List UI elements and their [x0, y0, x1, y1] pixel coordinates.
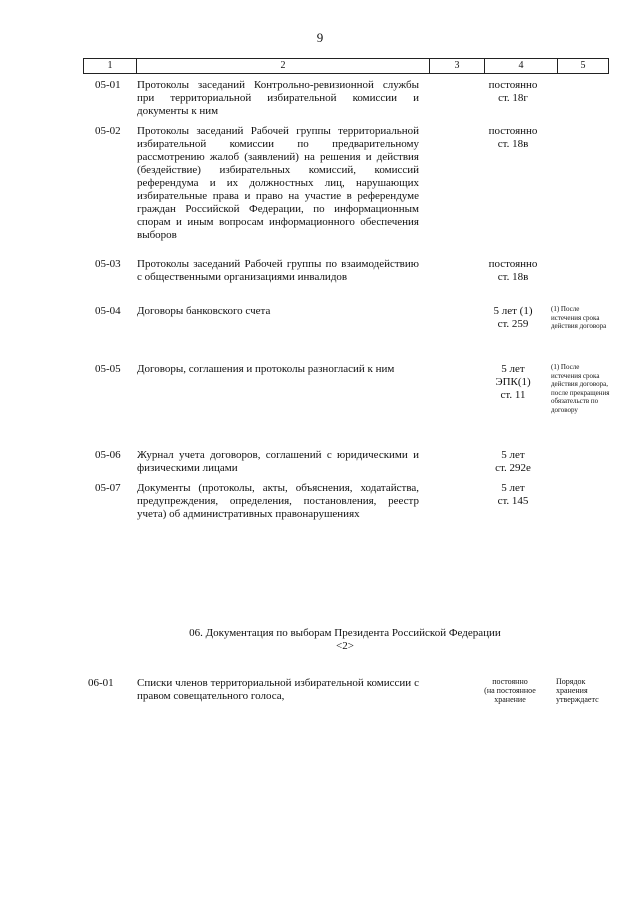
row-term: 5 лет ЭПК(1) ст. 11 [495, 363, 531, 401]
row-code: 05-03 [95, 258, 121, 270]
header-col-3: 3 [429, 59, 484, 73]
row-code: 06-01 [88, 677, 114, 689]
row-description: Документы (протоколы, акты, объяснения, ходатайства, предупреждения, определения, постановления, реестр учета) об административных правонарушениях [137, 482, 419, 520]
row-term: 5 лет ст. 145 [497, 482, 529, 507]
header-col-2: 2 [136, 59, 429, 73]
row-code: 05-04 [95, 305, 121, 317]
row-term: постоянно ст. 18в [488, 125, 538, 150]
row-term: постоянно ст. 18г [488, 79, 538, 104]
header-col-1: 1 [107, 60, 113, 71]
section-title: 06. Документация по выборам Президента Российской Федерации [189, 627, 501, 639]
header-col-5: 5 [557, 59, 608, 73]
row-term: 5 лет ст. 292е [495, 449, 531, 474]
row-description: Договоры, соглашения и протоколы разногласий к ним [137, 363, 395, 375]
row-note: (1) После истечения срока действия договора [551, 305, 607, 331]
row-code: 05-02 [95, 125, 121, 137]
row-note: (1) После истечения срока действия договора, после прекращения обязательств по договору [551, 363, 610, 414]
row-description: Журнал учета договоров, соглашений с юридическими и физическими лицами [137, 449, 419, 474]
section-footnote-ref: <2> [336, 640, 354, 652]
row-term: постоянно ст. 18в [488, 258, 538, 283]
row-code: 05-01 [95, 79, 121, 91]
row-description: Протоколы заседаний Рабочей группы территориальной избирательной комиссии по предварительному рассмотрению жалоб (заявлений) на решения и действия (бездействие) избирательных комиссий, комиссий референдума и их должностных лиц, нарушающих избирательные права и право на участие в референдуме граждан Российской Федерации, по информационным спорам и иным вопросам информационного обеспечения выборов [137, 125, 419, 241]
table-header [83, 58, 609, 74]
row-description: Протоколы заседаний Контрольно-ревизионной службы при территориальной избирательной комиссии и документы к ним [137, 79, 419, 117]
row-code: 05-07 [95, 482, 121, 494]
page-number: 9 [316, 30, 324, 45]
row-code: 05-06 [95, 449, 121, 461]
header-col-4: 4 [484, 59, 557, 73]
row-term: 5 лет (1) ст. 259 [493, 305, 533, 330]
row-term: постоянно (на постоянное хранение [484, 677, 536, 704]
row-description: Договоры банковского счета [137, 305, 271, 317]
row-description: Протоколы заседаний Рабочей группы по взаимодействию с общественными организациями инвалидов [137, 258, 419, 283]
row-note: Порядок хранения утверждаетс [556, 677, 599, 704]
row-description: Списки членов территориальной избирательной комиссии с правом совещательного голоса, [137, 677, 419, 702]
row-code: 05-05 [95, 363, 121, 375]
